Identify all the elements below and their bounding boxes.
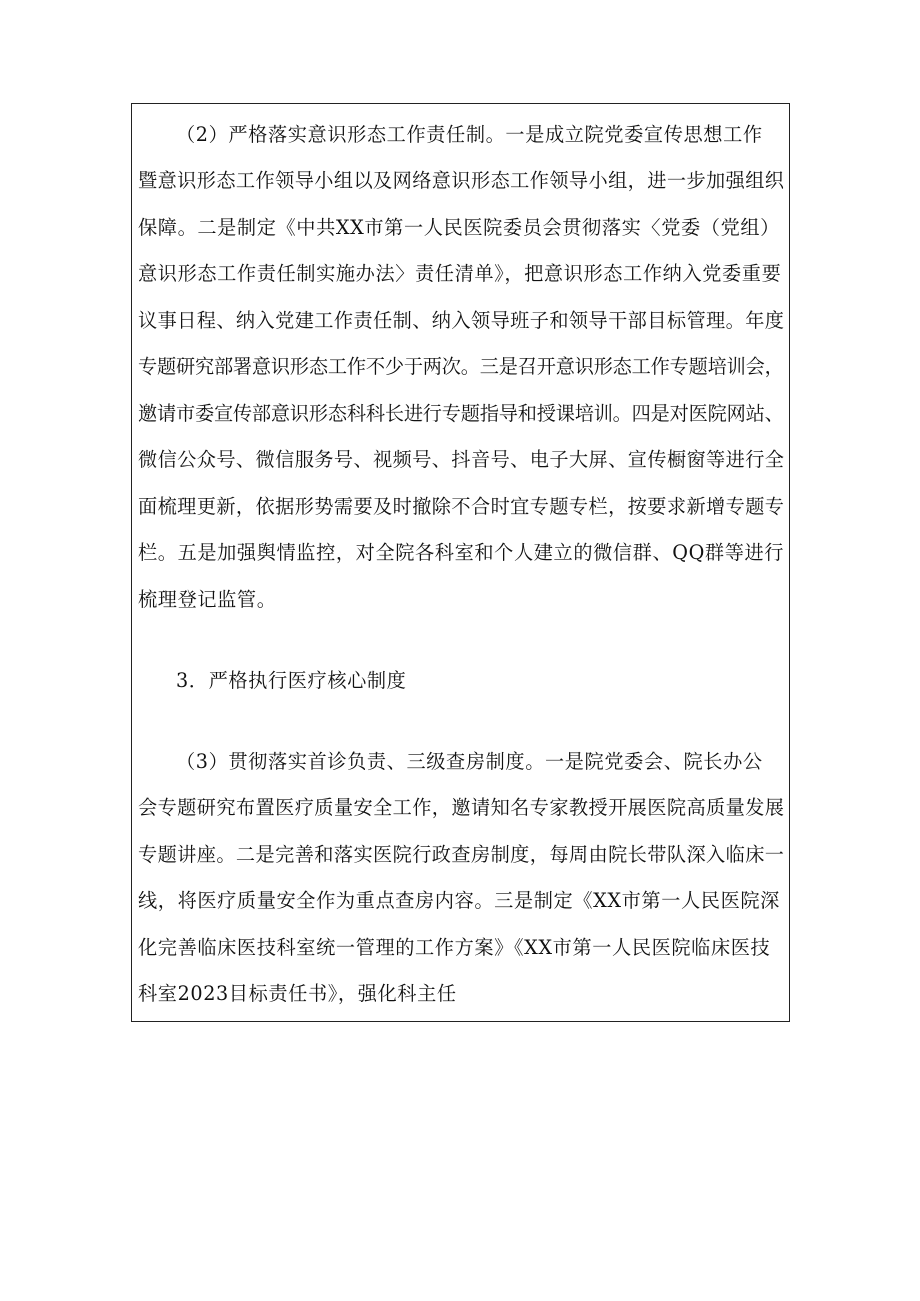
paragraph-1-line-4: 意识形态工作责任制实施办法〉责任清单》，把意识形态工作纳入党委重要 xyxy=(138,262,782,285)
paragraph-1-line-5: 议事日程、纳入党建工作责任制、纳入领导班子和领导干部目标管理。年度 xyxy=(138,309,785,332)
paragraph-2-line-6: 科室2023目标责任书》，强化科主任 xyxy=(138,982,457,1005)
section-heading-3: 3．严格执行医疗核心制度 xyxy=(176,669,407,692)
paragraph-1-line-8: 微信公众号、微信服务号、视频号、抖音号、电子大屏、宣传橱窗等进行全 xyxy=(138,448,785,471)
paragraph-1-line-6: 专题研究部署意识形态工作不少于两次。三是召开意识形态工作专题培训会， xyxy=(138,355,784,378)
paragraph-1-line-10: 栏。五是加强舆情监控，对全院各科室和个人建立的微信群、QQ群等进行 xyxy=(138,541,785,564)
paragraph-2-line-5: 化完善临床医技科室统一管理的工作方案》《XX市第一人民医院临床医技 xyxy=(138,936,771,959)
paragraph-2-line-2: 会专题研究布置医疗质量安全工作，邀请知名专家教授开展医院高质量发展 xyxy=(138,796,785,819)
paragraph-1-line-2: 暨意识形态工作领导小组以及网络意识形态工作领导小组，进一步加强组织 xyxy=(138,169,785,192)
paragraph-1-line-3: 保障。二是制定《中共XX市第一人民医院委员会贯彻落实〈党委（党组） xyxy=(138,216,780,239)
paragraph-1-line-1: （2）严格落实意识形态工作责任制。一是成立院党委宣传思想工作 xyxy=(176,123,763,146)
paragraph-2-line-4: 线，将医疗质量安全作为重点查房内容。三是制定《XX市第一人民医院深 xyxy=(138,889,780,912)
document-frame xyxy=(131,103,790,1022)
paragraph-2-line-1: （3）贯彻落实首诊负责、三级查房制度。一是院党委会、院长办公 xyxy=(176,750,763,773)
paragraph-2-line-3: 专题讲座。二是完善和落实医院行政查房制度，每周由院长带队深入临床一 xyxy=(138,843,785,866)
paragraph-1-line-11: 梳理登记监管。 xyxy=(138,588,277,611)
paragraph-1-line-7: 邀请市委宣传部意识形态科科长进行专题指导和授课培训。四是对医院网站、 xyxy=(138,402,784,425)
paragraph-1-line-9: 面梳理更新，依据形势需要及时撤除不合时宜专题专栏，按要求新增专题专 xyxy=(138,495,785,518)
